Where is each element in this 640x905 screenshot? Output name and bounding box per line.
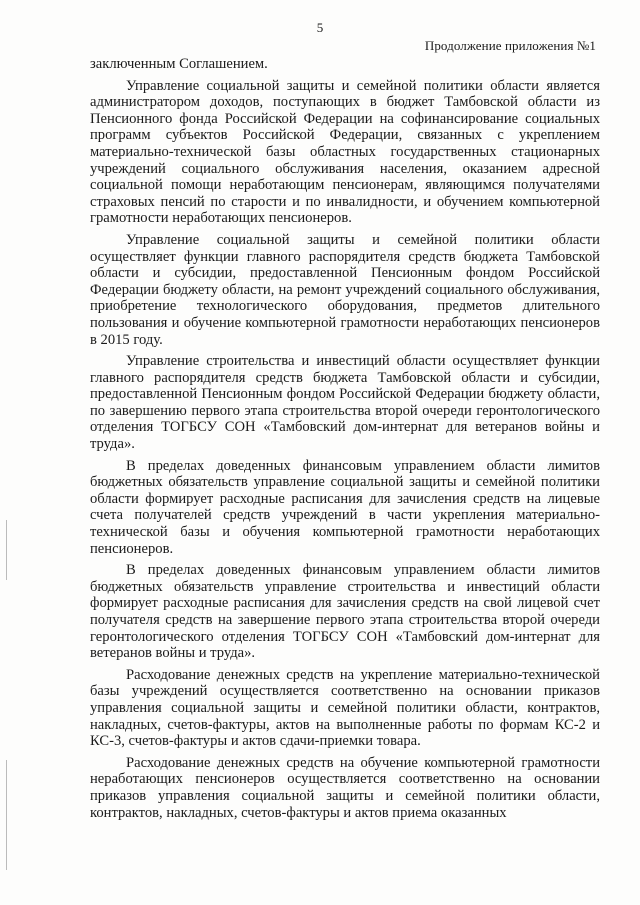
running-header: Продолжение приложения №1 <box>424 38 596 53</box>
paragraph-social-protection-limits: В пределах доведенных финансовым управлением области лимитов бюджетных обязательств управление социальной защиты и семейной политики области формирует расходные расписания для зачисления средств на лицевые счета получателей средств учреждений в части укрепления материально-технической базы и обучения компьютерной грамотности неработающих пенсионеров. <box>90 457 600 557</box>
paragraph-continuation: заключенным Соглашением. <box>90 56 268 72</box>
paragraph-social-protection-distributor: Управление социальной защиты и семейной политики области осуществляет функции главного распорядителя средств бюджета Тамбовской области и субсидии, предоставленной Пенсионным фондом Российской Федерации бюджету области, на ремонт учреждений социального обслуживания, приобретение технологического оборудования, предметов длительного пользования и обучение компьютерной грамотности неработающих пенсионеров в 2015 году. <box>90 231 600 348</box>
document-body <box>90 56 600 826</box>
page-number: 5 <box>316 20 324 35</box>
scan-margin-mark <box>6 520 7 580</box>
paragraph-administrator-of-revenues: Управление социальной защиты и семейной политики области является администратором доходов, поступающих в бюджет Тамбовской области из Пенсионного фонда Российской Федерации на софинансирование социальных программ субъектов Российской Федерации, связанных с укреплением материально-технической базы областных государственных стационарных учреждений социального обслуживания населения, оказанием адресной социальной помощи неработающим пенсионерам, являющимся получателями страховых пенсий по старости и по инвалидности, и обучением компьютерной грамотности неработающих пенсионеров. <box>90 77 600 227</box>
paragraph-spending-material-base: Расходование денежных средств на укрепление материально-технической базы учреждений осуществляется соответственно на основании приказов управления социальной защиты и семейной политики области, контрактов, накладных, счетов-фактуры, актов на выполненные работы по формам КС-2 и КС-3, счетов-фактуры и актов сдачи-приемки товара. <box>90 666 600 750</box>
paragraph-construction-distributor: Управление строительства и инвестиций области осуществляет функции главного распорядителя средств бюджета Тамбовской области и субсидии, предоставленной Пенсионным фондом Российской Федерации бюджету области, по завершению первого этапа строительства второй очереди геронтологического отделения ТОГБСУ СОН «Тамбовский дом-интернат для ветеранов войны и труда». <box>90 353 600 453</box>
scan-margin-mark <box>6 760 7 870</box>
paragraph-spending-computer-literacy: Расходование денежных средств на обучение компьютерной грамотности неработающих пенсионеров осуществляется соответственно на основании приказов управления социальной защиты и семейной политики области, контрактов, накладных, счетов-фактуры и актов приема оказанных <box>90 754 600 821</box>
paragraph-construction-limits: В пределах доведенных финансовым управлением области лимитов бюджетных обязательств управление строительства и инвестиций области формирует расходные расписания для зачисления средств на свой лицевой счет получателя средств на завершение первого этапа строительства второй очереди геронтологического отделения ТОГБСУ СОН «Тамбовский дом-интернат для ветеранов войны и труда». <box>90 562 600 662</box>
